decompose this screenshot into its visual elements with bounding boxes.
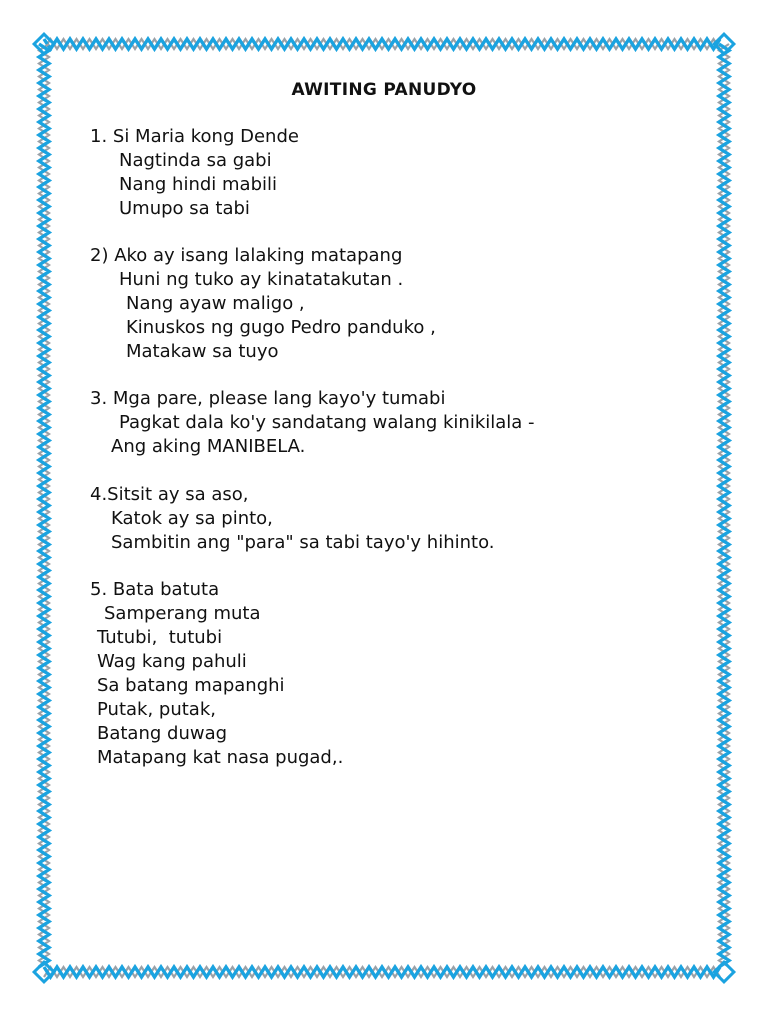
poem-1-line-1: 1. Si Maria kong Dende bbox=[90, 126, 299, 147]
document-title: AWITING PANUDYO bbox=[291, 80, 477, 100]
poem-2-line-5: Matakaw sa tuyo bbox=[126, 341, 279, 362]
poem-1-line-4: Umupo sa tabi bbox=[119, 198, 250, 219]
poem-2-line-2: Huni ng tuko ay kinatatakutan . bbox=[119, 269, 404, 290]
poem-5-line-1: 5. Bata batuta bbox=[90, 579, 220, 600]
poem-5-line-5: Sa batang mapanghi bbox=[97, 675, 285, 696]
poem-2-line-4: Kinuskos ng gugo Pedro panduko , bbox=[126, 317, 436, 338]
poem-5-line-6: Putak, putak, bbox=[97, 699, 216, 720]
poem-2-line-3: Nang ayaw maligo , bbox=[126, 293, 305, 314]
poem-5-line-4: Wag kang pahuli bbox=[97, 651, 247, 672]
poem-4-line-3: Sambitin ang "para" sa tabi tayo'y hihinto. bbox=[111, 532, 495, 553]
poem-1-line-3: Nang hindi mabili bbox=[119, 174, 278, 195]
poem-5-line-2: Samperang muta bbox=[104, 603, 261, 624]
poem-3-line-2: Pagkat dala ko'y sandatang walang kinikilala - bbox=[119, 412, 535, 433]
poem-1-line-2: Nagtinda sa gabi bbox=[119, 150, 272, 171]
poem-3-line-1: 3. Mga pare, please lang kayo'y tumabi bbox=[90, 388, 446, 409]
poem-5-line-3: Tutubi, tutubi bbox=[97, 627, 223, 648]
poem-5-line-8: Matapang kat nasa pugad,. bbox=[97, 747, 344, 768]
poem-4-line-1: 4.Sitsit ay sa aso, bbox=[90, 484, 249, 505]
poem-5-line-7: Batang duwag bbox=[97, 723, 228, 744]
poem-4-line-2: Katok ay sa pinto, bbox=[111, 508, 273, 529]
poem-2-line-1: 2) Ako ay isang lalaking matapang bbox=[90, 245, 403, 266]
poem-3-line-3: Ang aking MANIBELA. bbox=[111, 436, 306, 457]
